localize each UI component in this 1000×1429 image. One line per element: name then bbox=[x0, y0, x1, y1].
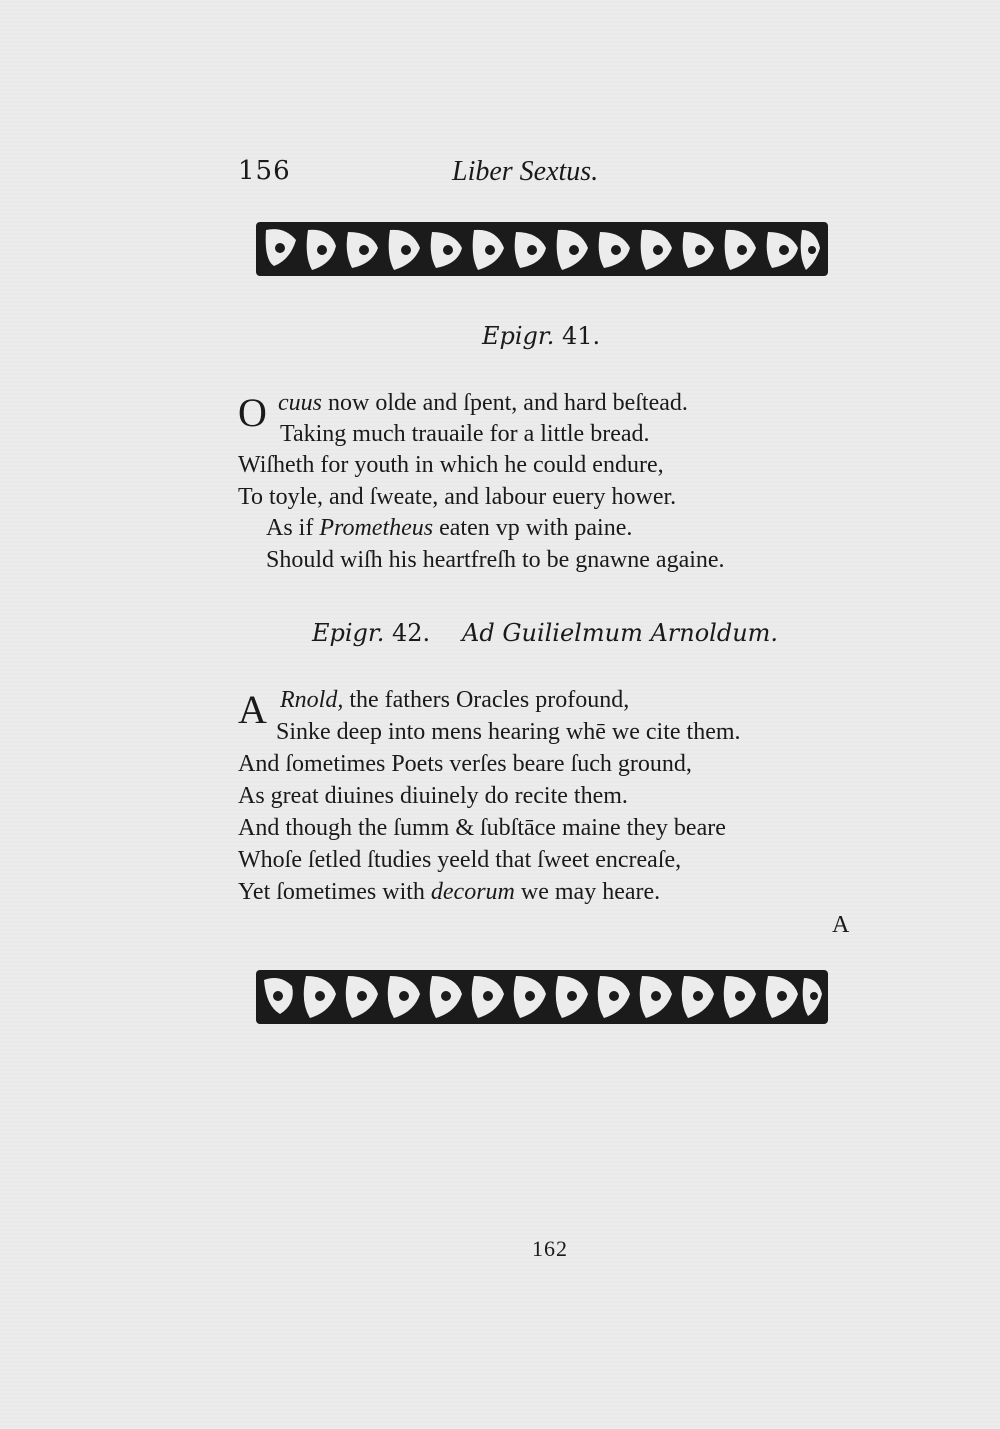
verse-text: And though the ſumm & ſubſtāce maine they beare bbox=[238, 815, 726, 841]
running-title: Liber Sextus. bbox=[452, 156, 599, 187]
page-number: 156 bbox=[238, 156, 291, 186]
heading-number: 42. bbox=[384, 619, 431, 647]
verse-italic: Rnold, bbox=[280, 687, 344, 713]
verse-text: Taking much trauaile for a little bread. bbox=[280, 421, 650, 447]
verse-text: we may heare. bbox=[514, 879, 661, 905]
verse-text: Yet ſometimes with bbox=[238, 879, 431, 905]
verse-line bbox=[276, 719, 741, 746]
verse-italic: Prometheus bbox=[319, 515, 434, 541]
verse-line bbox=[280, 687, 629, 714]
verse-line bbox=[238, 484, 676, 511]
verse-line bbox=[278, 390, 688, 417]
folio-number: 162 bbox=[532, 1236, 568, 1261]
drop-cap-a: A bbox=[238, 687, 267, 732]
verse-text: now olde and ſpent, and hard beſtead. bbox=[322, 390, 688, 416]
verse-text: As if bbox=[266, 515, 320, 541]
verse-text: Whoſe ſetled ſtudies yeeld that ſweet encreaſe, bbox=[238, 847, 682, 873]
heading-number: 41. bbox=[554, 322, 601, 350]
verse-text: To toyle, and ſweate, and labour euery hower. bbox=[238, 484, 677, 510]
verse-italic: decorum bbox=[430, 879, 515, 905]
verse-line bbox=[238, 879, 660, 906]
verse-line bbox=[238, 751, 692, 778]
verse-text: eaten vp with paine. bbox=[433, 515, 633, 541]
verse-text: Sinke deep into mens hearing whē we cite them. bbox=[276, 719, 741, 745]
verse-text: Should wiſh his heartfreſh to be gnawne againe. bbox=[266, 547, 725, 573]
verse-line bbox=[238, 847, 681, 874]
heading-label: Epigr. bbox=[312, 619, 385, 647]
epigram-42-heading bbox=[312, 619, 430, 647]
verse-text: the fathers Oracles profound, bbox=[343, 687, 630, 713]
verse-italic: cuus bbox=[278, 390, 322, 416]
verse-text: Wiſheth for youth in which he could endure, bbox=[238, 452, 664, 478]
verse-line bbox=[266, 547, 725, 574]
epigram-41-heading bbox=[482, 322, 600, 350]
epigram-42-title: Ad Guilielmum Arnoldum. bbox=[462, 619, 779, 647]
catchword: A bbox=[832, 912, 850, 938]
bottom-ornament-band-icon bbox=[256, 968, 828, 1026]
verse-line bbox=[238, 452, 664, 479]
top-ornament-band-icon bbox=[256, 220, 828, 278]
drop-cap-o: O bbox=[238, 390, 267, 435]
verse-line bbox=[238, 815, 726, 842]
verse-text: And ſometimes Poets verſes beare ſuch ground, bbox=[238, 751, 692, 777]
verse-line bbox=[266, 515, 632, 542]
heading-label: Epigr. bbox=[482, 322, 555, 350]
verse-line bbox=[280, 421, 650, 448]
verse-text: As great diuines diuinely do recite them. bbox=[238, 783, 628, 809]
verse-line bbox=[238, 783, 628, 810]
